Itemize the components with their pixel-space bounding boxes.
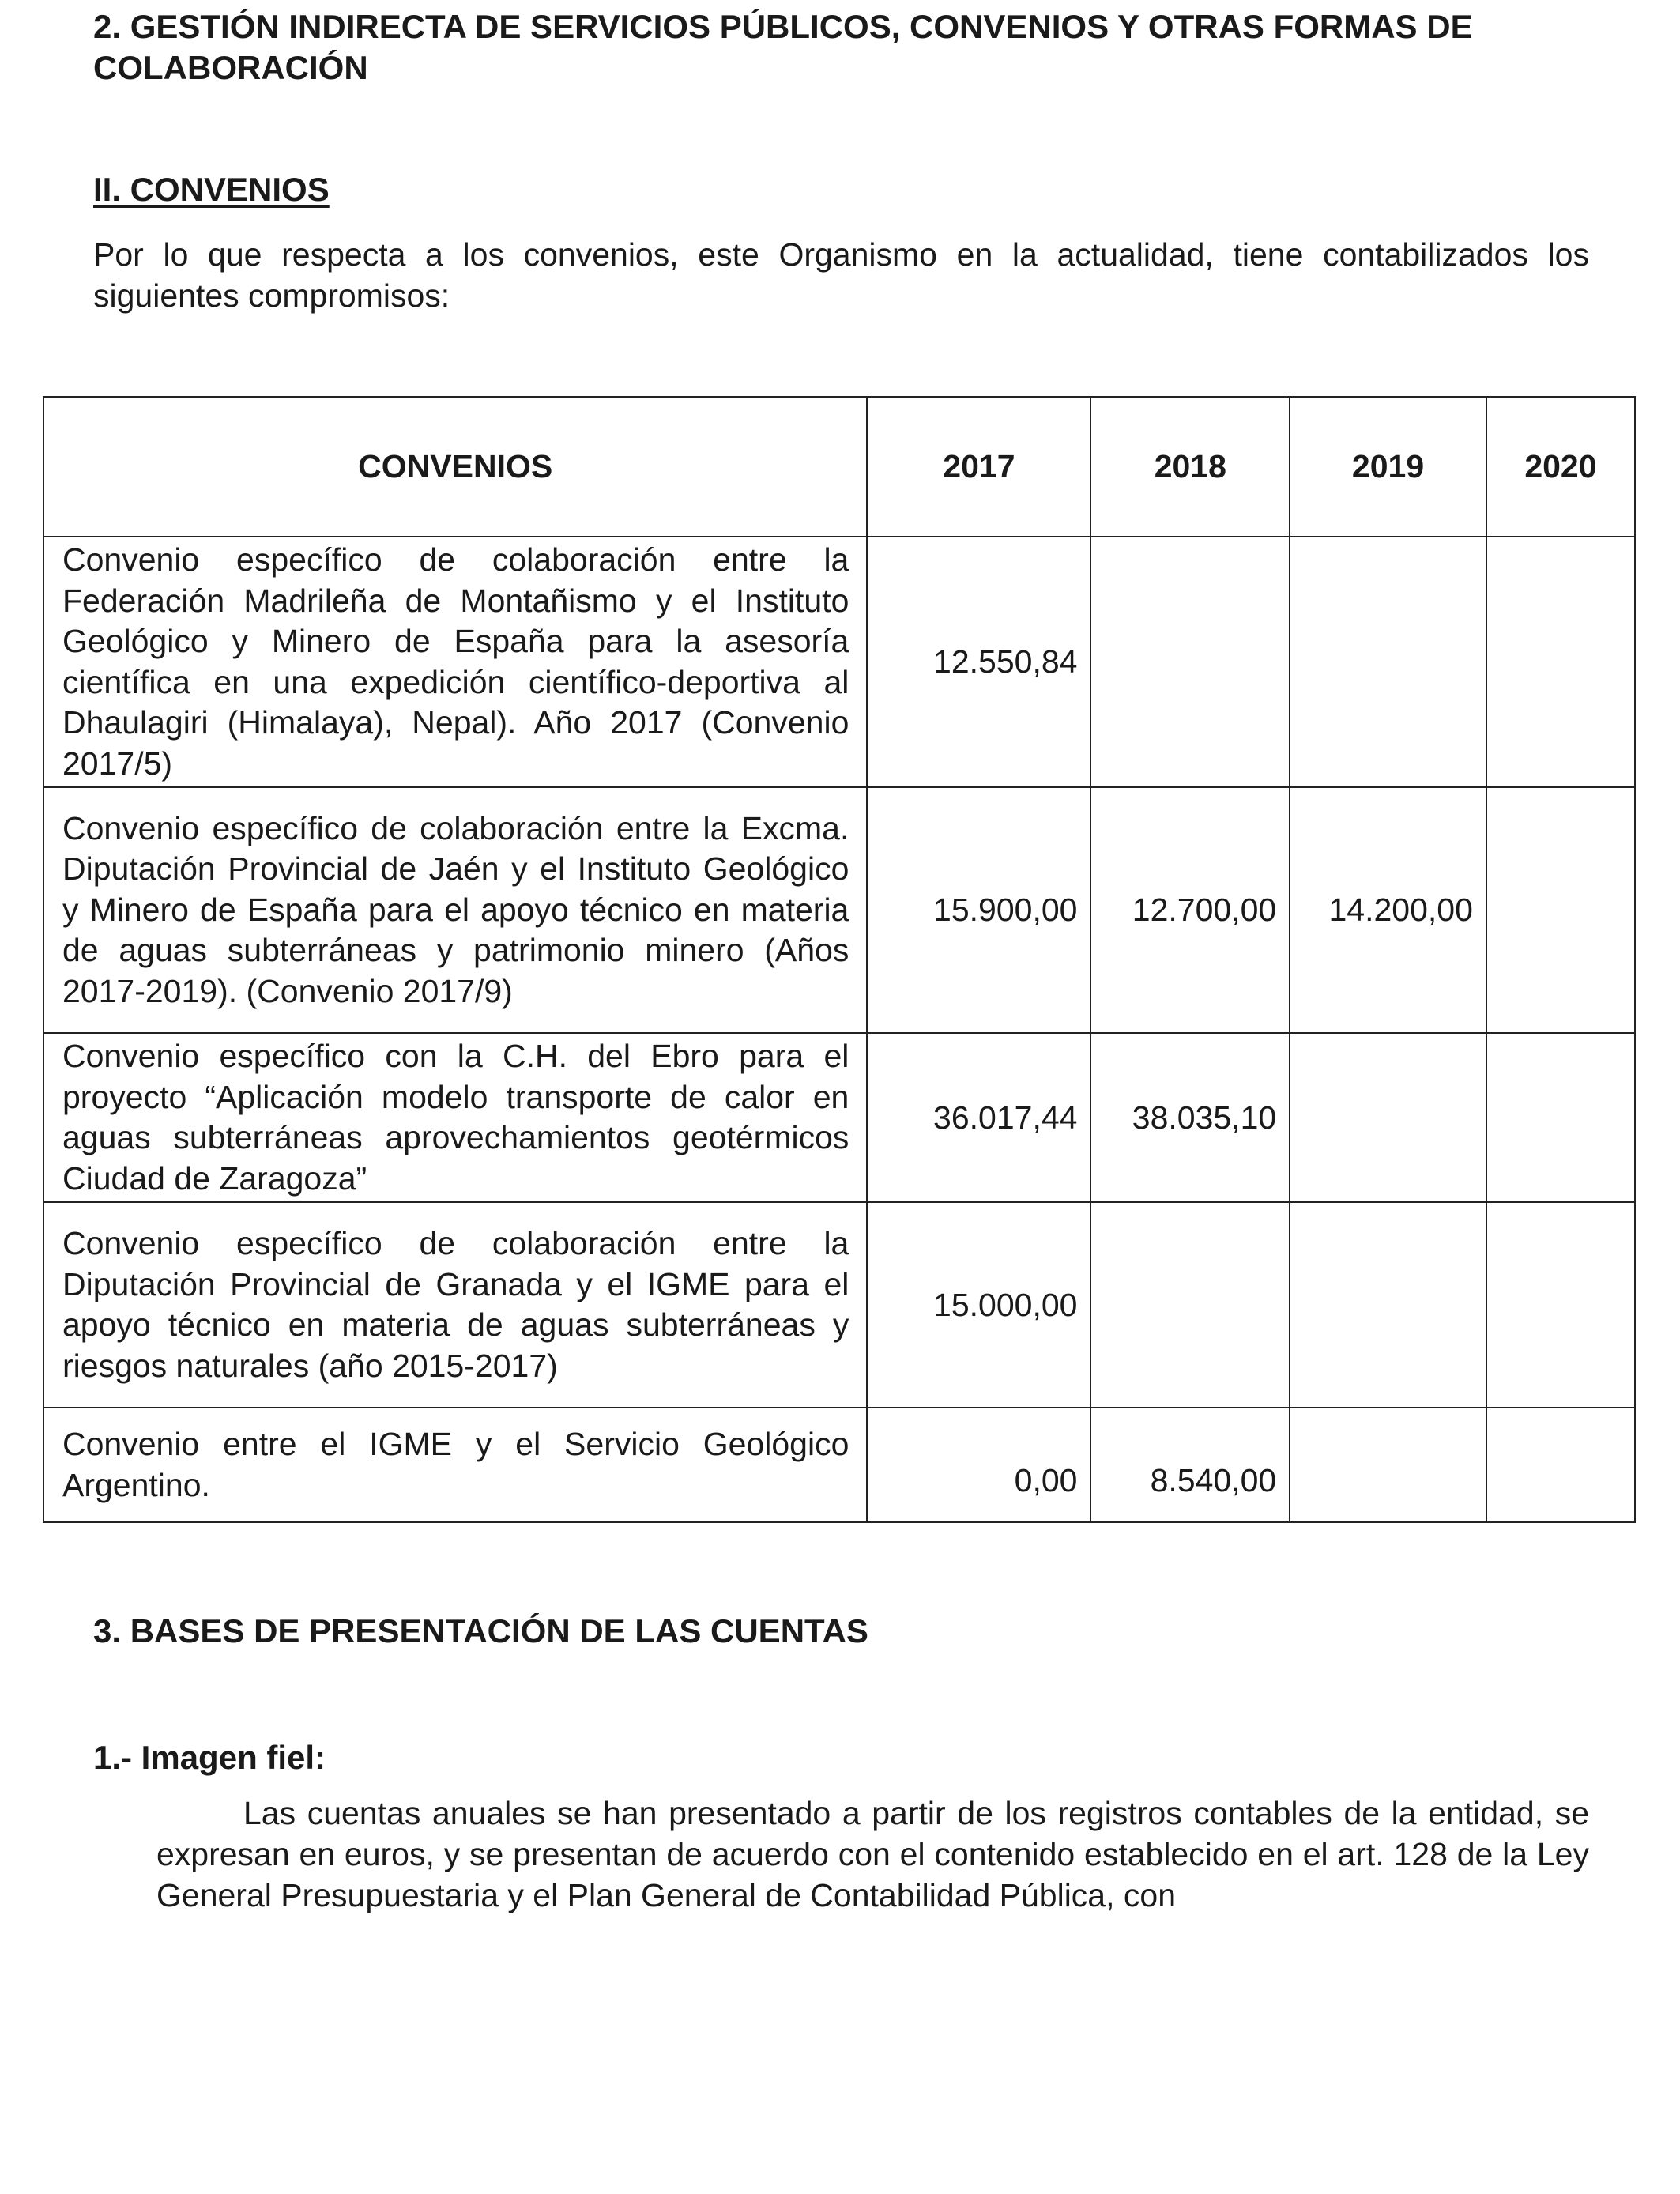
section-3-title: 3. BASES DE PRESENTACIÓN DE LAS CUENTAS — [93, 1612, 868, 1649]
section-2-title: 2. GESTIÓN INDIRECTA DE SERVICIOS PÚBLICOS, CONVENIOS Y OTRAS FORMAS DE COLABORACIÓN — [93, 8, 1473, 86]
convenio-description: Convenio específico de colaboración entre la Federación Madrileña de Montañismo y el Instituto Geológico y Minero de España para la asesoría científica en una expedición científico-deportiva al Dhaulagiri (Himalaya), Nepal). Año 2017 (Convenio 2017/5) — [43, 537, 867, 787]
imagen-fiel-title: 1.- Imagen fiel: — [93, 1739, 326, 1776]
amount-2019: 14.200,00 — [1290, 787, 1486, 1033]
convenio-description: Convenio específico de colaboración entre la Diputación Provincial de Granada y el IGME para el apoyo técnico en materia de aguas subterráneas y riesgos naturales (año 2015-2017) — [43, 1202, 867, 1408]
amount-2019 — [1290, 537, 1486, 787]
convenio-description: Convenio entre el IGME y el Servicio Geológico Argentino. — [43, 1408, 867, 1522]
amount-2017: 36.017,44 — [867, 1033, 1090, 1202]
table-row — [43, 787, 1635, 1033]
amount-2019 — [1290, 1033, 1486, 1202]
table-row — [43, 1408, 1635, 1522]
header-convenios: CONVENIOS — [43, 397, 867, 537]
amount-2019 — [1290, 1202, 1486, 1408]
amount-2018: 8.540,00 — [1090, 1408, 1290, 1522]
convenio-description: Convenio específico de colaboración entre la Excma. Diputación Provincial de Jaén y el Instituto Geológico y Minero de España para el apoyo técnico en materia de aguas subterráneas y patrimonio minero (Años 2017-2019). (Convenio 2017/9) — [43, 787, 867, 1033]
convenio-description: Convenio específico con la C.H. del Ebro para el proyecto “Aplicación modelo transporte de calor en aguas subterráneas aprovechamientos geotérmicos Ciudad de Zaragoza” — [43, 1033, 867, 1202]
header-2018: 2018 — [1090, 397, 1290, 537]
convenios-intro-paragraph: Por lo que respecta a los convenios, este Organismo en la actualidad, tiene contabilizados los siguientes compromisos: — [93, 236, 1589, 314]
amount-2018 — [1090, 537, 1290, 787]
header-2019: 2019 — [1290, 397, 1486, 537]
amount-2018: 38.035,10 — [1090, 1033, 1290, 1202]
amount-2017: 15.000,00 — [867, 1202, 1090, 1408]
amount-2017: 12.550,84 — [867, 537, 1090, 787]
table-header-row — [43, 397, 1635, 537]
amount-2020 — [1486, 1202, 1635, 1408]
amount-2017: 15.900,00 — [867, 787, 1090, 1033]
table-row — [43, 537, 1635, 787]
convenios-subtitle: II. CONVENIOS — [93, 171, 330, 208]
table-row — [43, 1033, 1635, 1202]
amount-2020 — [1486, 1033, 1635, 1202]
amount-2019 — [1290, 1408, 1486, 1522]
amount-2017: 0,00 — [867, 1408, 1090, 1522]
header-2020: 2020 — [1486, 397, 1635, 537]
imagen-fiel-paragraph: Las cuentas anuales se han presentado a partir de los registros contables de la entidad, se expresan en euros, y se presentan de acuerdo con el contenido establecido en el art. 128 de la Ley General Presupuestaria y el Plan General de Contabilidad Pública, con — [156, 1795, 1589, 1913]
amount-2018 — [1090, 1202, 1290, 1408]
header-2017: 2017 — [867, 397, 1090, 537]
table-row — [43, 1202, 1635, 1408]
amount-2018: 12.700,00 — [1090, 787, 1290, 1033]
amount-2020 — [1486, 1408, 1635, 1522]
amount-2020 — [1486, 537, 1635, 787]
amount-2020 — [1486, 787, 1635, 1033]
convenios-table — [43, 396, 1636, 1523]
